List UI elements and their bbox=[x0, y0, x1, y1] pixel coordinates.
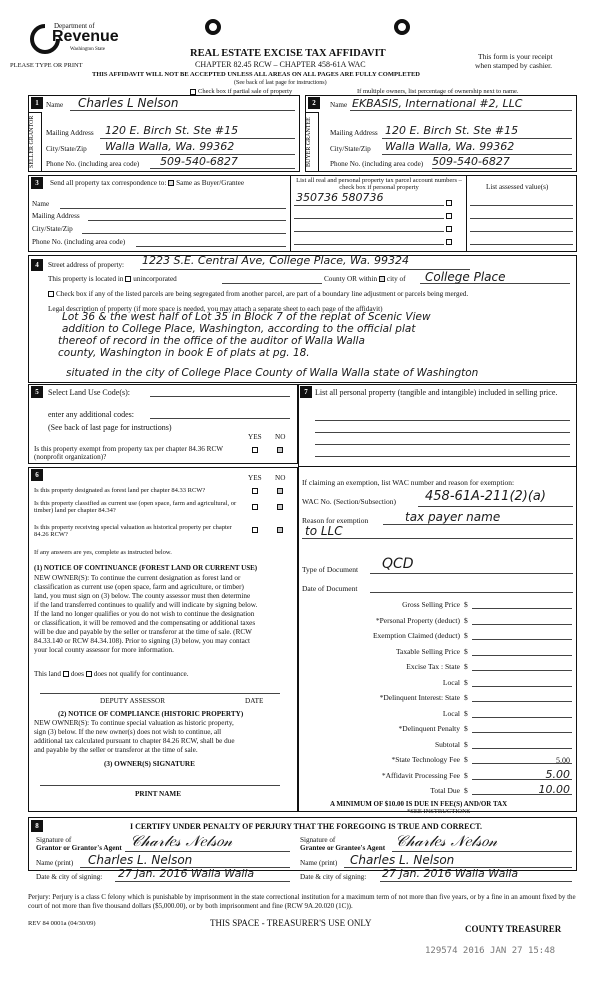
section-5-number: 5 bbox=[31, 386, 43, 398]
doc-date-label: Date of Document bbox=[302, 584, 358, 593]
street-label: Street address of property: bbox=[48, 261, 125, 269]
grantee-name-field[interactable]: Charles L. Nelson bbox=[350, 853, 455, 867]
legal-desc-line1[interactable]: Lot 36 & the west half of Lot 35 in Block 7 of the replat of Scenic View bbox=[62, 311, 431, 323]
s2-addr-label: Mailing Address bbox=[330, 129, 378, 137]
fee-label: *Delinquent Penalty bbox=[398, 724, 460, 733]
s5-yes-header: YES bbox=[248, 433, 262, 441]
segregated-row[interactable]: Check box if any of the listed parcels are being segregated from another parcel, are part of a boundary line adjustment or parcels being merged. bbox=[48, 290, 468, 298]
fee-dollar-sign: $ bbox=[464, 693, 468, 702]
treasurer-stamp: 129574 2016 JAN 27 15:48 bbox=[425, 946, 556, 956]
located-row: This property is located in unincorporated bbox=[48, 275, 177, 283]
grantor-name-field[interactable]: Charles L. Nelson bbox=[88, 853, 193, 867]
form-title: REAL ESTATE EXCISE TAX AFFIDAVIT bbox=[190, 48, 386, 59]
personal-prop-checkbox-3[interactable] bbox=[446, 226, 452, 232]
assessed-header: List assessed value(s) bbox=[486, 183, 549, 191]
exempt-yes-checkbox[interactable] bbox=[252, 447, 258, 453]
s1-phone-field[interactable]: 509-540-6827 bbox=[160, 155, 238, 168]
section-7-number: 7 bbox=[300, 386, 312, 398]
fee-label: Taxable Selling Price bbox=[395, 646, 460, 656]
fee-label: Subtotal bbox=[434, 739, 460, 749]
fee-value[interactable]: 10.00 bbox=[538, 783, 570, 796]
personal-prop-checkbox-4[interactable] bbox=[446, 239, 452, 245]
legal-desc-line4[interactable]: county, Washington in book E of plats at pg. 18. bbox=[58, 347, 310, 359]
historical-question: Is this property receiving special valuation as historical property per chapter 84.26 RCW? bbox=[34, 524, 232, 538]
wac-field[interactable]: 458-61A-211(2)(a) bbox=[425, 489, 546, 504]
notice-continuance-title: (1) NOTICE OF CONTINUANCE (FOREST LAND OR CURRENT USE) bbox=[34, 564, 258, 572]
fee-dollar-sign: $ bbox=[464, 770, 468, 780]
fee-dollar-sign: $ bbox=[464, 755, 468, 764]
fee-dollar-sign: $ bbox=[464, 708, 468, 718]
exempt-question: Is this property exempt from property tax per chapter 84.36 RCW (nonprofit organization)? bbox=[34, 445, 223, 461]
s1-addr-label: Mailing Address bbox=[46, 129, 94, 137]
continuance-row: This land does does not qualify for continuance. bbox=[34, 670, 189, 678]
deputy-date-label: DATE bbox=[245, 697, 264, 705]
forest-yes-checkbox[interactable] bbox=[252, 488, 258, 494]
owner-signature-title: (3) OWNER(S) SIGNATURE bbox=[104, 760, 195, 768]
buyer-grantee-label: BUYER GRANTEE bbox=[305, 112, 319, 172]
additional-codes-label: enter any additional codes: bbox=[48, 410, 134, 419]
deputy-assessor-label: DEPUTY ASSESSOR bbox=[100, 697, 166, 705]
dept-line1: Department of bbox=[54, 22, 95, 30]
same-as-buyer-checkbox[interactable] bbox=[168, 180, 174, 186]
dor-logo bbox=[30, 22, 119, 60]
exempt-no-checkbox[interactable] bbox=[277, 447, 283, 453]
s3-addr-label: Mailing Address bbox=[32, 212, 80, 220]
section-6-number: 6 bbox=[31, 469, 43, 481]
grantor-name-label: Name (print) bbox=[36, 859, 74, 867]
legal-desc-label: Legal description of property (if more space is needed, you may attach a separate sheet to each page of the affidavit) bbox=[48, 305, 383, 313]
current-use-question: Is this property classified as current use (open space, farm and agricultural, or timber) land per chapter 84.34? bbox=[34, 500, 237, 514]
grantor-date-field[interactable]: 27 Jan. 2016 Walla Walla bbox=[118, 867, 255, 880]
fee-dollar-sign: $ bbox=[464, 615, 468, 625]
s1-name-field[interactable]: Charles L Nelson bbox=[78, 96, 179, 110]
legal-desc-line3[interactable]: thereof of record in the office of the auditor of Walla Walla bbox=[58, 335, 365, 347]
multiple-owners: If multiple owners, list percentage of ownership next to name. bbox=[357, 88, 519, 95]
grantor-signature[interactable]: 𝒞𝒽𝒶𝓇𝓁𝑒𝓈 𝒩𝑒𝓁𝓈𝑜𝓃 bbox=[130, 832, 233, 850]
section-2-number: 2 bbox=[308, 97, 320, 109]
city-field[interactable]: College Place bbox=[425, 270, 506, 284]
section-8-number: 8 bbox=[31, 820, 43, 832]
s3-phone-label: Phone No. (including area code) bbox=[32, 238, 126, 246]
rev-number: REV 84 0001a (04/30/09) bbox=[28, 920, 96, 927]
land-use-title: Select Land Use Code(s): bbox=[48, 388, 130, 397]
s2-phone-field[interactable]: 509-540-6827 bbox=[432, 155, 510, 168]
fee-dollar-sign: $ bbox=[464, 662, 468, 671]
fee-label: *Delinquent Interest: State bbox=[379, 693, 460, 702]
s6-yes-header: YES bbox=[248, 474, 262, 482]
hole-punch-right bbox=[394, 19, 410, 35]
form-notice: THIS AFFIDAVIT WILL NOT BE ACCEPTED UNLESS ALL AREAS ON ALL PAGES ARE FULLY COMPLETED bbox=[92, 71, 420, 78]
grantee-agent-label: Grantee or Grantee's Agent bbox=[300, 844, 386, 852]
receipt-line2: when stamped by cashier. bbox=[475, 61, 553, 70]
s1-city-field[interactable]: Walla Walla, Wa. 99362 bbox=[105, 140, 235, 153]
minimum-notice: A MINIMUM OF $10.00 IS DUE IN FEE(S) AND/OR TAX bbox=[330, 800, 508, 808]
legal-desc-line5[interactable]: situated in the city of College Place County of Walla Walla state of Washington bbox=[66, 367, 479, 379]
if-yes-note: If any answers are yes, complete as instructed below. bbox=[34, 549, 172, 556]
fee-dollar-sign: $ bbox=[464, 677, 468, 687]
historical-yes-checkbox[interactable] bbox=[252, 527, 258, 533]
s3-city-label: City/State/Zip bbox=[32, 225, 73, 233]
fee-dollar-sign: $ bbox=[464, 631, 468, 640]
print-name-label: PRINT NAME bbox=[135, 790, 181, 798]
reason-field-line1[interactable]: tax payer name bbox=[405, 510, 501, 524]
fee-label: Total Due bbox=[430, 786, 460, 795]
fee-label: *Personal Property (deduct) bbox=[375, 615, 460, 625]
section-4-number: 4 bbox=[31, 259, 43, 271]
doc-type-field[interactable]: QCD bbox=[382, 556, 414, 572]
parcel-header: List all real and personal property tax parcel account numbers – check box if personal property bbox=[296, 177, 462, 191]
s1-name-label: Name bbox=[46, 101, 64, 109]
does-not-checkbox[interactable] bbox=[86, 671, 92, 677]
grantor-date-label: Date & city of signing: bbox=[36, 873, 103, 881]
does-checkbox[interactable] bbox=[63, 671, 69, 677]
fee-label: Gross Selling Price bbox=[402, 600, 460, 609]
receipt-line1: This form is your receipt bbox=[478, 52, 553, 61]
parcel-number-field[interactable]: 350736 580736 bbox=[296, 191, 384, 204]
wac-label: WAC No. (Section/Subsection) bbox=[302, 497, 396, 506]
fee-dollar-sign: $ bbox=[464, 786, 468, 795]
partial-sale[interactable]: Check box if partial sale of property bbox=[190, 88, 292, 95]
dept-line3: Washington State bbox=[70, 47, 106, 52]
perjury-notice: Perjury: Perjury is a class C felony which is punishable by imprisonment in the state correctional institution for a maximum term of not more than five years, or by a fine in an amount fixed by the court of not more than five thousand dollars ($5,000.00), or by both imprisonment and fine (RCW 9A.20.020 (1C)). bbox=[28, 893, 576, 910]
fee-dollar-sign: $ bbox=[464, 600, 468, 609]
grantee-name-label: Name (print) bbox=[300, 859, 338, 867]
grantee-signature[interactable]: 𝒞𝒽𝒶𝓇𝓁𝑒𝓈 𝒩𝑒𝓁𝓈𝑜𝓃 bbox=[395, 832, 498, 850]
s1-addr-field[interactable]: 120 E. Birch St. Ste #15 bbox=[105, 124, 239, 137]
grantor-sig-label: Signature of bbox=[36, 836, 72, 844]
personal-prop-checkbox-2[interactable] bbox=[446, 213, 452, 219]
s1-city-label: City/State/Zip bbox=[46, 145, 87, 153]
street-field[interactable]: 1223 S.E. Central Ave, College Place, Wa. 99324 bbox=[142, 254, 410, 267]
fee-label: Excise Tax : State bbox=[406, 662, 460, 671]
s1-phone-label: Phone No. (including area code) bbox=[46, 160, 140, 168]
reason-field-line2[interactable]: to LLC bbox=[305, 524, 343, 538]
county-treasurer: COUNTY TREASURER bbox=[465, 924, 562, 934]
land-use-see-back: (See back of last page for instructions) bbox=[48, 423, 172, 432]
dept-line2: Revenue bbox=[52, 28, 119, 45]
see-instructions: *SEE INSTRUCTIONS bbox=[407, 808, 471, 815]
city-of-checkbox[interactable] bbox=[379, 276, 385, 282]
s2-name-field[interactable]: EKBASIS, International #2, LLC bbox=[352, 97, 523, 110]
section-3-number: 3 bbox=[31, 177, 43, 189]
reason-label: Reason for exemption bbox=[302, 516, 369, 525]
unincorporated-checkbox[interactable] bbox=[125, 276, 131, 282]
current-use-no-checkbox[interactable] bbox=[277, 504, 283, 510]
s2-name-label: Name bbox=[330, 101, 348, 109]
s2-addr-field[interactable]: 120 E. Birch St. Ste #15 bbox=[385, 124, 519, 137]
seller-grantor-label: SELLER GRANTOR bbox=[28, 112, 42, 172]
grantor-agent-label: Grantor or Grantor's Agent bbox=[36, 844, 122, 852]
fee-dollar-sign: $ bbox=[464, 724, 468, 733]
personal-property-title: List all personal property (tangible and intangible) included in selling price. bbox=[315, 388, 558, 397]
fee-label: Local bbox=[442, 677, 460, 687]
s2-city-field[interactable]: Walla Walla, Wa. 99362 bbox=[385, 140, 515, 153]
fee-value[interactable]: 5.00 bbox=[556, 756, 570, 765]
current-use-yes-checkbox[interactable] bbox=[252, 504, 258, 510]
s3-name-label: Name bbox=[32, 200, 50, 208]
hole-punch-left bbox=[205, 19, 221, 35]
s5-no-header: NO bbox=[275, 433, 286, 441]
fee-value[interactable]: 5.00 bbox=[545, 767, 570, 781]
fee-dollar-sign: $ bbox=[464, 646, 468, 656]
fee-label: *Affidavit Processing Fee bbox=[381, 770, 460, 780]
fee-label: Exemption Claimed (deduct) bbox=[372, 631, 460, 640]
certify-statement: I CERTIFY UNDER PENALTY OF PERJURY THAT THE FOREGOING IS TRUE AND CORRECT. bbox=[130, 822, 483, 831]
county-or-row: County OR within city of bbox=[324, 275, 406, 283]
print-instructions: PLEASE TYPE OR PRINT bbox=[10, 62, 83, 69]
grantee-sig-label: Signature of bbox=[300, 836, 336, 844]
s6-no-header: NO bbox=[275, 474, 286, 482]
see-back: (See back of last page for instructions) bbox=[234, 80, 327, 86]
send-to-label: Send all property tax correspondence to: Same as Buyer/Grantee bbox=[50, 179, 245, 187]
fee-label: *State Technology Fee bbox=[391, 755, 460, 764]
forest-question: Is this property designated as forest land per chapter 84.33 RCW? bbox=[34, 487, 206, 494]
fee-dollar-sign: $ bbox=[464, 739, 468, 749]
fee-label: Local bbox=[442, 708, 460, 718]
grantee-date-label: Date & city of signing: bbox=[300, 873, 367, 881]
historical-no-checkbox[interactable] bbox=[277, 527, 283, 533]
personal-prop-checkbox-1[interactable] bbox=[446, 200, 452, 206]
notice-compliance-title: (2) NOTICE OF COMPLIANCE (HISTORIC PROPERTY) bbox=[58, 710, 244, 718]
forest-no-checkbox[interactable] bbox=[277, 488, 283, 494]
doc-type-label: Type of Document bbox=[302, 565, 359, 574]
s2-phone-label: Phone No. (including area code) bbox=[330, 160, 424, 168]
grantee-date-field[interactable]: 27 Jan. 2016 Walla Walla bbox=[382, 867, 519, 880]
exemption-label: If claiming an exemption, list WAC number and reason for exemption: bbox=[302, 478, 515, 487]
treasurer-space: THIS SPACE - TREASURER'S USE ONLY bbox=[210, 918, 372, 928]
form-subtitle: CHAPTER 82.45 RCW – CHAPTER 458-61A WAC bbox=[195, 60, 366, 69]
s2-city-label: City/State/Zip bbox=[330, 145, 371, 153]
section-1-number: 1 bbox=[31, 97, 43, 109]
legal-desc-line2[interactable]: addition to College Place, Washington, according to the official plat bbox=[62, 323, 416, 335]
